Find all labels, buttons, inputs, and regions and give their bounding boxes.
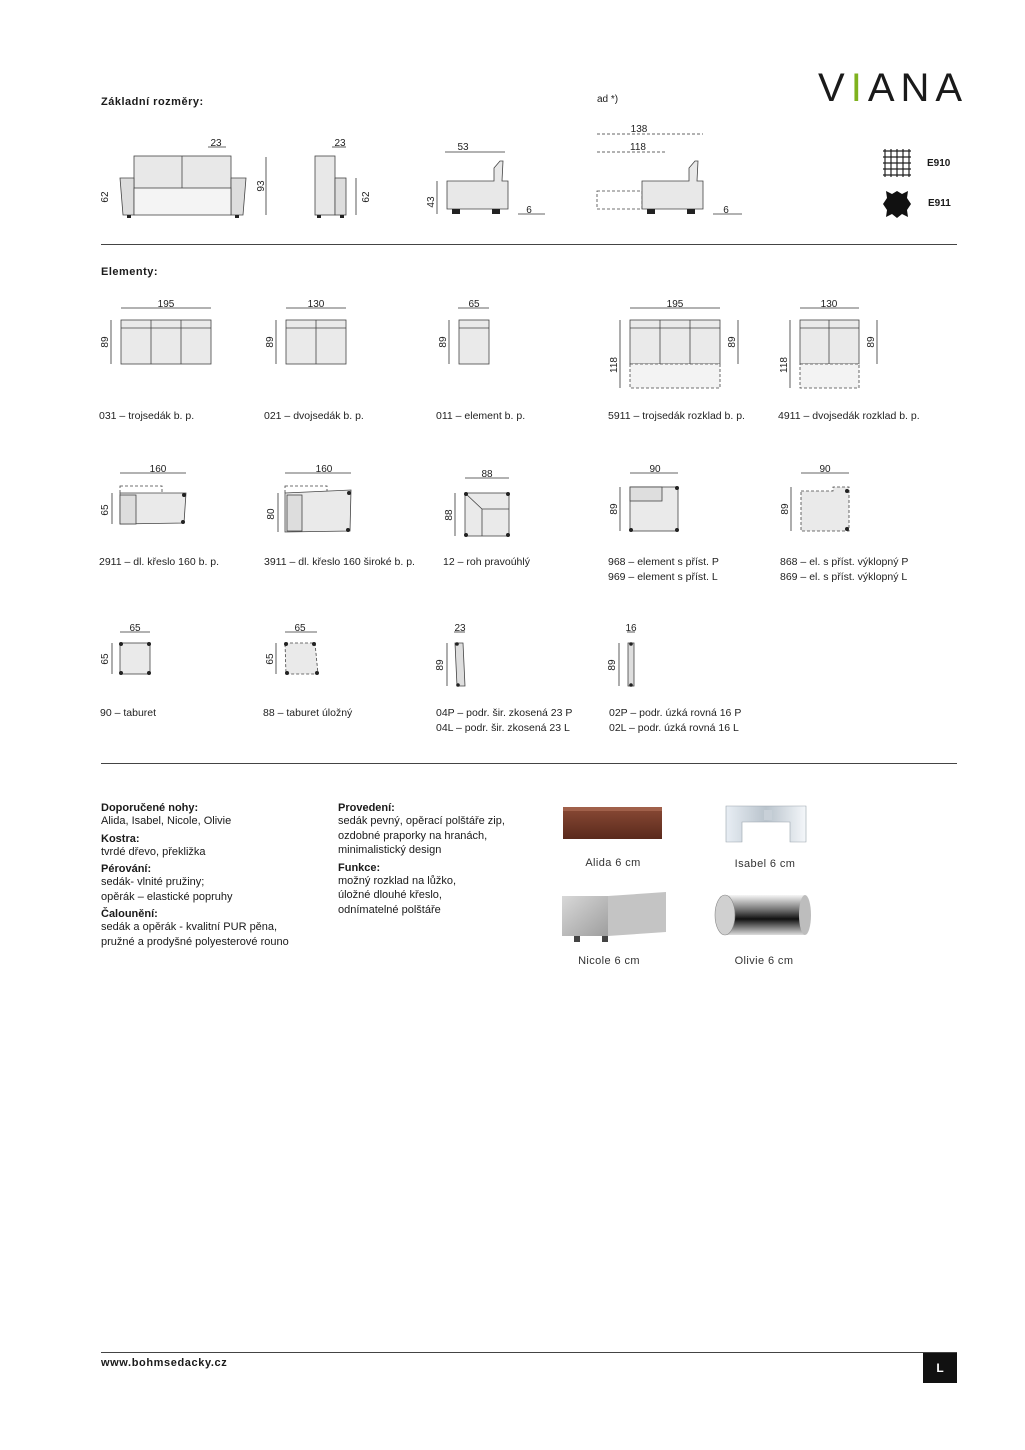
element-04p-drawing bbox=[435, 623, 466, 687]
profile-dim-foot: 6 bbox=[526, 205, 532, 216]
info-upholstery-text-1: sedák a opěrák - kvalitní PUR pěna, bbox=[101, 921, 278, 933]
el011-h: 89 bbox=[438, 336, 449, 348]
front-dim-right: 93 bbox=[256, 180, 267, 192]
el031-h: 89 bbox=[100, 336, 111, 348]
element-90-drawing bbox=[100, 623, 151, 675]
caption-868: 868 – el. s příst. výklopný P 869 – el. s příst. výklopný L bbox=[780, 556, 909, 583]
el4911-w: 130 bbox=[820, 299, 838, 310]
brand-logo: VIANA bbox=[818, 66, 969, 110]
info-design-text-1: sedák pevný, opěrací polštáře zip, bbox=[338, 815, 505, 827]
info-design-text-2: ozdobné praporky na hranách, bbox=[338, 829, 488, 842]
info-design-heading: Provedení: bbox=[338, 802, 395, 814]
info-function-text-3: odnímatelné polštáře bbox=[338, 903, 441, 916]
el868-h: 89 bbox=[780, 503, 791, 515]
el868-w: 90 bbox=[819, 464, 831, 475]
chrome-cylinder-leg-icon bbox=[713, 890, 813, 940]
el02p-w: 16 bbox=[625, 623, 637, 634]
sleep-dim-top2: 118 bbox=[630, 142, 646, 153]
metal-block-leg-icon bbox=[556, 888, 670, 948]
info-springs-text-1: sedák- vlnité pružiny; bbox=[101, 876, 205, 888]
page-indicator: L bbox=[923, 1353, 957, 1383]
profile-dim-left: 43 bbox=[426, 196, 437, 208]
element-011-drawing bbox=[438, 299, 489, 364]
element-021-drawing bbox=[265, 299, 346, 364]
info-springs-text-2: opěrák – elastické popruhy bbox=[101, 890, 233, 903]
element-12-drawing bbox=[444, 469, 510, 537]
leg-nicole-label: Nicole 6 cm bbox=[578, 955, 640, 967]
el90-w: 65 bbox=[129, 623, 141, 634]
leather-hide-icon bbox=[880, 188, 914, 220]
elements-row1-drawings bbox=[95, 295, 955, 395]
caption-5911: 5911 – trojsedák rozklad b. p. bbox=[608, 410, 745, 422]
el011-w: 65 bbox=[468, 299, 480, 310]
el968-h: 89 bbox=[609, 503, 620, 515]
front-view-drawing bbox=[100, 138, 267, 218]
el031-w: 195 bbox=[157, 299, 175, 310]
info-design-text-3: minimalistický design bbox=[338, 844, 442, 856]
info-function-heading: Funkce: bbox=[338, 861, 381, 874]
profile-view-drawing bbox=[426, 142, 545, 216]
info-column-2 bbox=[338, 798, 538, 917]
front-dim-top: 23 bbox=[210, 138, 222, 149]
caption-011: 011 – element b. p. bbox=[436, 410, 526, 422]
elements-row3-drawings bbox=[95, 618, 795, 698]
el90-h: 65 bbox=[100, 653, 111, 665]
element-968-drawing bbox=[609, 464, 679, 532]
el4911-h: 89 bbox=[866, 336, 877, 348]
leg-olivie-label: Olivie 6 cm bbox=[734, 955, 794, 967]
basic-dimensions-title: Základní rozměry: bbox=[101, 96, 204, 108]
fabric-grid-icon bbox=[880, 146, 914, 180]
caption-04: 04P – podr. šir. zkosená 23 P 04L – podr. šir. zkosená 23 L bbox=[436, 707, 573, 734]
chrome-bracket-leg-icon bbox=[720, 800, 812, 848]
element-02p-drawing bbox=[607, 623, 637, 687]
divider-2 bbox=[101, 763, 957, 764]
el3911-h: 80 bbox=[266, 508, 277, 520]
el2911-h: 65 bbox=[100, 504, 111, 516]
caption-2911: 2911 – dl. křeslo 160 b. p. bbox=[99, 556, 220, 568]
el2911-w: 160 bbox=[149, 464, 167, 475]
el4911-h2: 118 bbox=[779, 357, 790, 373]
leg-alida-label: Alida 6 cm bbox=[585, 857, 641, 869]
el88-h: 65 bbox=[265, 653, 276, 665]
info-frame-heading: Kostra: bbox=[101, 832, 140, 845]
info-upholstery-text-2: pružné a prodyšné polyesterové rouno bbox=[101, 935, 289, 948]
info-legs-heading: Doporučené nohy: bbox=[101, 802, 199, 814]
caption-968: 968 – element s příst. P 969 – element s příst. L bbox=[608, 556, 719, 583]
caption-12: 12 – roh pravoúhlý bbox=[443, 556, 530, 568]
footer-divider bbox=[101, 1352, 957, 1353]
sleep-dim-top1: 138 bbox=[630, 125, 648, 135]
el5911-h: 89 bbox=[727, 336, 738, 348]
caption-90: 90 – taburet bbox=[100, 707, 157, 719]
el5911-w: 195 bbox=[666, 299, 684, 310]
caption-021: 021 – dvojsedák b. p. bbox=[264, 410, 364, 422]
info-springs-heading: Pérování: bbox=[101, 863, 152, 875]
element-3911-drawing bbox=[266, 464, 351, 532]
el12-w: 88 bbox=[481, 469, 493, 480]
divider-1 bbox=[101, 244, 957, 245]
side-view-drawing bbox=[315, 138, 372, 218]
element-5911-drawing bbox=[609, 299, 738, 388]
side-dim-right: 62 bbox=[361, 191, 372, 203]
fabric-code: E910 bbox=[927, 158, 951, 169]
element-2911-drawing bbox=[100, 464, 186, 524]
note-ad: ad *) bbox=[597, 94, 619, 105]
caption-02: 02P – podr. úzká rovná 16 P 02L – podr. úzká rovná 16 L bbox=[609, 707, 742, 734]
info-column-1 bbox=[101, 798, 331, 949]
leg-isabel-label: Isabel 6 cm bbox=[734, 858, 796, 870]
caption-88: 88 – taburet úložný bbox=[263, 707, 353, 719]
basic-dimension-drawings bbox=[90, 125, 790, 235]
sleep-dim-foot: 6 bbox=[723, 205, 729, 216]
profile-dim-top: 53 bbox=[457, 142, 469, 153]
leather-code: E911 bbox=[928, 198, 951, 209]
el02p-h: 89 bbox=[607, 659, 618, 671]
elements-row2-drawings bbox=[95, 460, 955, 540]
side-dim-top: 23 bbox=[334, 138, 346, 149]
el3911-w: 160 bbox=[315, 464, 333, 475]
info-frame-text: tvrdé dřevo, překližka bbox=[101, 845, 206, 858]
el021-w: 130 bbox=[307, 299, 325, 310]
footer-url[interactable]: www.bohmsedacky.cz bbox=[101, 1357, 228, 1369]
info-legs-text: Alida, Isabel, Nicole, Olivie bbox=[101, 815, 232, 827]
element-88-drawing bbox=[265, 623, 319, 675]
el12-h: 88 bbox=[444, 509, 455, 521]
front-dim-left: 62 bbox=[100, 191, 111, 203]
element-4911-drawing bbox=[779, 299, 877, 388]
el968-w: 90 bbox=[649, 464, 661, 475]
element-031-drawing bbox=[100, 299, 211, 364]
info-function-text-1: možný rozklad na lůžko, bbox=[338, 874, 456, 887]
caption-4911: 4911 – dvojsedák rozklad b. p. bbox=[778, 410, 920, 422]
el04p-w: 23 bbox=[454, 623, 466, 634]
info-upholstery-heading: Čalounění: bbox=[101, 908, 158, 920]
el04p-h: 89 bbox=[435, 659, 446, 671]
caption-031: 031 – trojsedák b. p. bbox=[99, 410, 195, 422]
caption-3911: 3911 – dl. křeslo 160 široké b. p. bbox=[264, 556, 415, 568]
el021-h: 89 bbox=[265, 336, 276, 348]
elements-title: Elementy: bbox=[101, 266, 159, 278]
element-868-drawing bbox=[780, 464, 849, 531]
el5911-h2: 118 bbox=[609, 357, 620, 373]
el88-w: 65 bbox=[294, 623, 306, 634]
info-function-text-2: úložné dlouhé křeslo, bbox=[338, 889, 442, 901]
sleep-view-drawing bbox=[597, 125, 742, 216]
wood-leg-icon bbox=[560, 803, 666, 843]
